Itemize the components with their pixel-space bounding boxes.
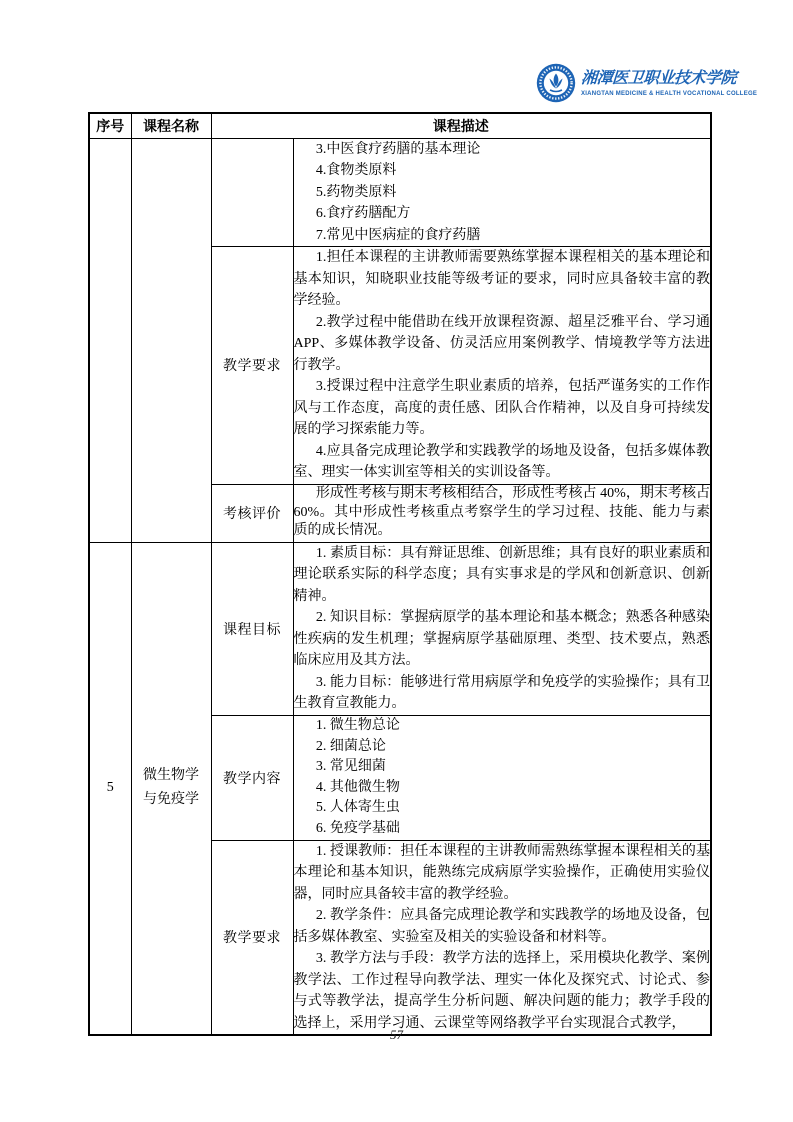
header-course-desc: 课程描述 (211, 113, 711, 138)
requirement-paragraph: 1. 授课教师：担任本课程的主讲教师需熟练掌握本课程相关的基本理论和基本知识，能熟练完成病原学实验操作，正确使用实验仪器，同时应具备较丰富的教学经验。 (293, 843, 710, 902)
content-item: 2. 细菌总论 (315, 738, 386, 754)
course-name-line: 微生物学 (143, 768, 199, 784)
topic-item: 5.药物类原料 (315, 184, 397, 200)
table-row (89, 542, 711, 715)
assessment-label: 考核评价 (211, 484, 293, 542)
content-item: 6. 免疫学基础 (315, 820, 400, 836)
topic-item: 7.常见中医病症的食疗药膳 (315, 227, 481, 243)
requirement-paragraph: 1.担任本课程的主讲教师需要熟练掌握本课程相关的基本理论和基本知识，知晓职业技能等级考证的要求，同时应具备较丰富的教学经验。 (293, 250, 710, 308)
teaching-requirements-cell (293, 247, 711, 485)
topic-item: 3.中医食疗药膳的基本理论 (315, 141, 481, 157)
header-seq: 序号 (89, 113, 131, 138)
seq-cell: 5 (89, 542, 131, 1035)
topic-item: 6.食疗药膳配方 (315, 206, 411, 221)
college-name-cn: 湘潭医卫职业技术学院 (580, 69, 737, 87)
requirement-paragraph: 2. 教学条件：应具备完成理论教学和实践教学的场地及设备，包括多媒体教室、实验室及相关的实验设备和材料等。 (293, 908, 710, 945)
teaching-requirements-label: 教学要求 (211, 840, 293, 1035)
objectives-cell (293, 542, 711, 715)
table-row (89, 138, 711, 247)
requirement-paragraph: 4.应具备完成理论教学和实践教学的场地及设备，包括多媒体教室、理实一体实训室等相关的实训设备等。 (293, 443, 710, 480)
assessment-cell (293, 484, 711, 542)
objective-paragraph: 1. 素质目标：具有辩证思维、创新思维；具有良好的职业素质和理论联系实际的科学态度；具有实事求是的学风和创新意识、创新精神。 (293, 545, 710, 604)
topic-item: 4.食物类原料 (315, 163, 397, 178)
course-name-cell (131, 542, 211, 1035)
objective-paragraph: 2. 知识目标：掌握病原学的基本理论和基本概念；熟悉各种感染性疾病的发生机理；掌握病原学基础原理、类型、技术要点，熟悉临床应用及其方法。 (293, 610, 710, 668)
college-name-block (581, 69, 757, 98)
header-course-name: 课程名称 (131, 113, 211, 138)
section-label-empty (211, 138, 293, 247)
course-name-line: 与免疫学 (143, 792, 199, 808)
content-item: 5. 人体寄生虫 (315, 800, 400, 815)
objectives-label: 课程目标 (211, 542, 293, 715)
course-table (88, 112, 712, 1036)
course-name-cell-empty (131, 138, 211, 542)
college-name-en: XIANGTAN MEDICINE & HEALTH VOCATIONAL COLLEGE (581, 90, 758, 97)
content-list-cell (293, 715, 711, 840)
objective-paragraph: 3. 能力目标：能够进行常用病原学和免疫学的实验操作；具有卫生教育宣教能力。 (293, 674, 710, 711)
table-header-row (89, 113, 711, 138)
topic-list-cell (293, 138, 711, 247)
teaching-requirements-cell (293, 840, 711, 1035)
page-number: 57 (390, 1027, 403, 1042)
requirement-paragraph: 2.教学过程中能借助在线开放课程资源、超星泛雅平台、学习通 APP、多媒体教学设备、仿灵活应用案例教学、情境教学等方法进行教学。 (293, 314, 710, 373)
assessment-paragraph: 形成性考核与期末考核相结合，形成性考核占 40%，期末考核占 60%。其中形成性考核重点考察学生的学习过程、技能、能力与素质的成长情况。 (293, 485, 710, 539)
seq-cell-empty (89, 138, 131, 542)
content-label: 教学内容 (211, 715, 293, 840)
content-item: 1. 微生物总论 (315, 718, 400, 733)
requirement-paragraph: 3.授课过程中注意学生职业素质的培养，包括严谨务实的工作作风与工作态度，高度的责任感、团队合作精神，以及自身可持续发展的学习探索能力等。 (293, 379, 710, 437)
college-logo (536, 63, 757, 103)
requirement-paragraph: 3. 教学方法与手段：教学方法的选择上，采用模块化教学、案例教学法、工作过程导向教学法、理实一体化及探究式、讨论式、参与式等教学法，提高学生分析问题、解决问题的能力；教学手段的选择上，采用学习通、云课堂等网络教学平台实现混合式教学， (293, 951, 710, 1031)
college-emblem-icon (536, 63, 576, 103)
content-item: 4. 其他微生物 (315, 779, 400, 795)
content-item: 3. 常见细菌 (315, 759, 386, 774)
teaching-requirements-label: 教学要求 (211, 247, 293, 485)
